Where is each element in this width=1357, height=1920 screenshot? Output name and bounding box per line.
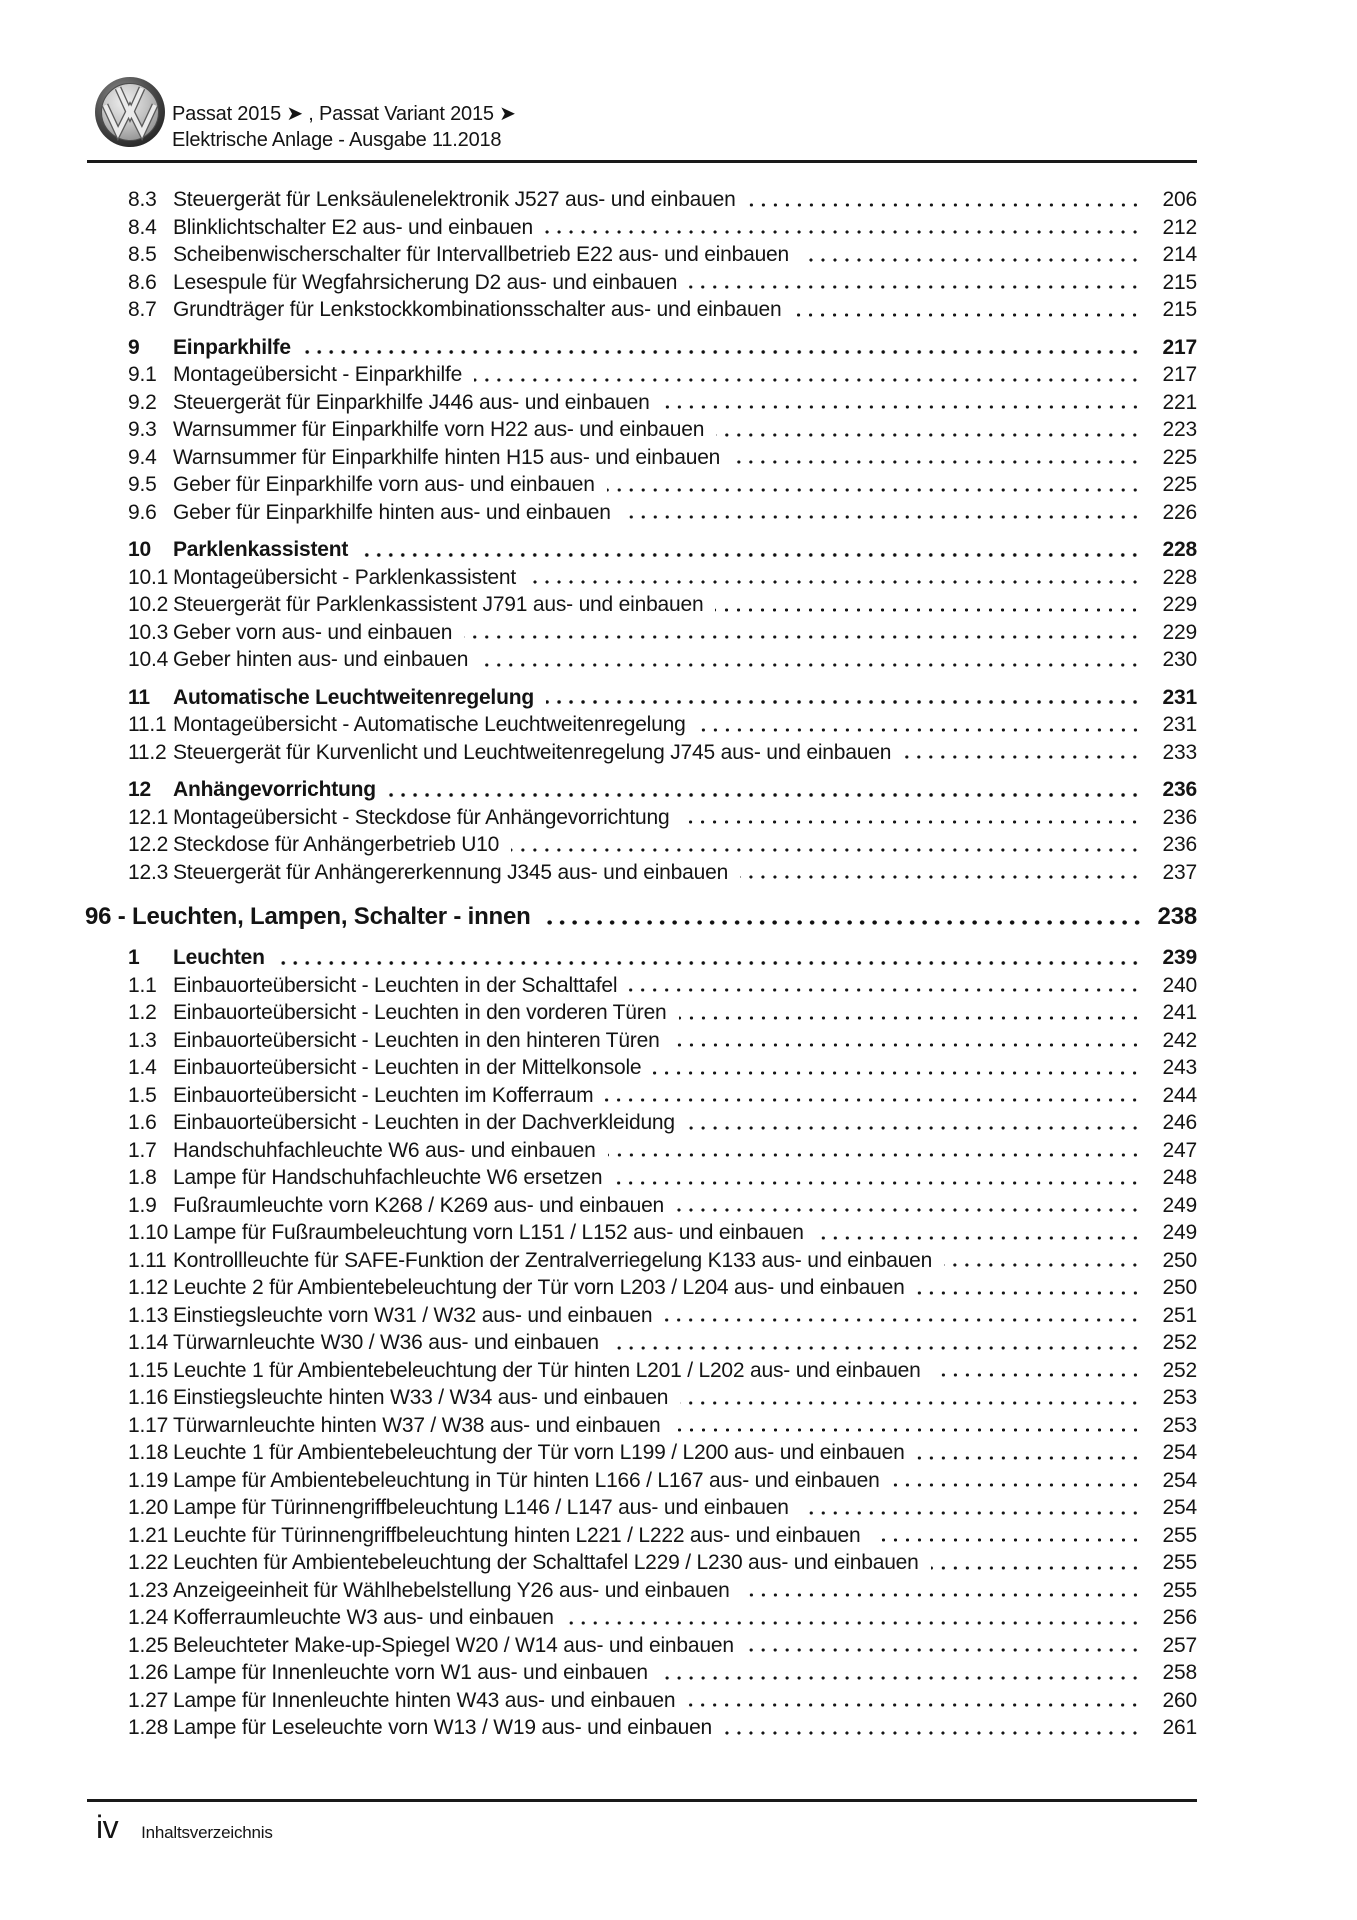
toc-entry-title: Lampe für Fußraumbeleuchtung vorn L151 / L152 aus- und einbauen [173,1221,804,1244]
dot-leader [664,1318,1141,1322]
toc-entry-number: 1.19 [128,1468,169,1492]
toc-entry-page: 228 [1162,538,1197,561]
toc-entry-number: 12.1 [128,805,169,829]
toc-entry-page: 249 [1162,1193,1197,1217]
dot-leader [653,1071,1141,1075]
toc-entry-number: 10.1 [128,565,169,589]
toc-row-9.6 [85,499,1197,527]
toc-entry-title: Geber vorn aus- und einbauen [173,620,453,644]
dot-leader [742,1593,1141,1597]
toc-entry-title: Automatische Leuchtweitenregelung [173,685,534,709]
toc-row-9.1 [85,361,1197,389]
toc-entry-title: Montageübersicht - Einparkhilfe [173,363,463,386]
dot-leader [545,920,1143,925]
toc-row-10.1 [85,564,1197,592]
toc-entry-page: 255 [1162,1551,1197,1574]
toc-entry-number: 1.7 [128,1138,157,1162]
toc-entry-title: Einstiegsleuchte vorn W31 / W32 aus- und einbauen [173,1303,653,1327]
toc-entry-number: 10.3 [128,620,169,644]
toc-entry-title: Lampe für Leseleuchte vorn W13 / W19 aus- und einbauen [173,1716,713,1739]
toc-entry-title: Scheibenwischerschalter für Intervallbetrieb E22 aus- und einbauen [173,243,790,266]
toc-entry-page: 254 [1162,1496,1197,1519]
dot-leader [464,635,1141,639]
dot-leader [903,755,1141,759]
footer-page-number: iv [96,1809,119,1845]
toc-row-1 [85,944,1197,972]
toc-entry-page: 231 [1162,713,1197,736]
toc-entry-number: 8.6 [128,270,157,294]
toc-entry-title: Lampe für Handschuhfachleuchte W6 ersetzen [173,1166,603,1189]
toc-entry-page: 229 [1162,620,1197,644]
dot-leader [607,488,1141,492]
toc-entry-number: 10.2 [128,593,169,616]
toc-row-1.20 [85,1494,1197,1522]
toc-row-1.15 [85,1357,1197,1385]
toc-row-9.3 [85,416,1197,444]
toc-entry-number: 1.14 [128,1331,169,1354]
dot-leader [801,1511,1141,1515]
header-rule [87,160,1197,163]
toc-entry-number: 1.24 [128,1606,169,1629]
toc-entry-page: 221 [1162,390,1197,414]
dot-leader [873,1538,1141,1542]
toc-entry-page: 252 [1162,1331,1197,1354]
toc-row-1.18 [85,1439,1197,1467]
toc-row-1.24 [85,1604,1197,1632]
dot-leader [566,1621,1141,1625]
dot-leader [662,405,1141,409]
dot-leader [676,1208,1141,1212]
dot-leader [715,608,1141,612]
toc-entry-page: 223 [1162,418,1197,441]
toc-row-12.2 [85,831,1197,859]
toc-entry-title: Geber hinten aus- und einbauen [173,648,469,671]
toc-entry-title: Montageübersicht - Steckdose für Anhängevorrichtung [173,805,670,829]
toc-entry-title: Steckdose für Anhängerbetrieb U10 [173,833,500,856]
toc-entry-number: 12.3 [128,860,169,884]
toc-entry-title: Handschuhfachleuchte W6 aus- und einbauen [173,1138,596,1162]
toc-row-10.4 [85,646,1197,674]
toc-row-8.6 [85,269,1197,297]
toc-row-9.4 [85,444,1197,472]
toc-entry-page: 236 [1162,805,1197,829]
toc-entry-title: Lesespule für Wegfahrsicherung D2 aus- und einbauen [173,270,678,294]
toc-entry-page: 256 [1162,1606,1197,1629]
toc-row-1.8 [85,1164,1197,1192]
toc-row-1.10 [85,1219,1197,1247]
dot-leader [605,1098,1141,1102]
toc-entry-title: Lampe für Ambientebeleuchtung in Tür hinten L166 / L167 aus- und einbauen [173,1468,880,1492]
toc-entry-number: 11.1 [128,713,167,736]
toc-entry-page: 215 [1162,298,1197,321]
toc-entry-page: 255 [1162,1523,1197,1547]
toc-row-1.3 [85,1027,1197,1055]
toc-entry-number: 1 [128,946,140,969]
toc-entry-page: 236 [1162,778,1197,801]
toc-row-1.28 [85,1714,1197,1742]
toc-entry-title: Einbauorteübersicht - Leuchten in der Dachverkleidung [173,1111,675,1134]
toc-entry-title: Leuchte 1 für Ambientebeleuchtung der Tür hinten L201 / L202 aus- und einbauen [173,1358,921,1382]
toc-entry-page: 233 [1162,740,1197,764]
toc-entry-title: Kofferraumleuchte W3 aus- und einbauen [173,1606,554,1629]
dot-leader [546,700,1141,704]
toc-entry-number: 1.15 [128,1358,169,1382]
toc-row-8.3 [85,186,1197,214]
toc-entry-number: 1.21 [128,1523,169,1547]
toc-entry-page: 212 [1162,215,1197,239]
toc-entry-page: 225 [1162,473,1197,496]
toc-entry-number: 1.28 [128,1716,169,1739]
toc-entry-page: 244 [1162,1083,1197,1107]
toc-entry-title: Grundträger für Lenkstockkombinationsschalter aus- und einbauen [173,298,782,321]
toc-entry-title: Warnsummer für Einparkhilfe vorn H22 aus- und einbauen [173,418,705,441]
toc-entry-title: Einparkhilfe [173,335,291,359]
toc-row-1.22 [85,1549,1197,1577]
dot-leader [687,1126,1141,1130]
dot-leader [545,230,1141,234]
toc-row-10 [85,536,1197,564]
dot-leader [917,1291,1141,1295]
header-edition-line: Elektrische Anlage - Ausgabe 11.2018 [172,129,502,151]
dot-leader [672,1043,1141,1047]
toc-entry-number: 1.6 [128,1111,157,1134]
toc-row-1.2 [85,999,1197,1027]
toc-entry-title: Anhängevorrichtung [173,778,376,801]
dot-leader [689,285,1141,289]
toc-entry-number: 1.27 [128,1688,169,1712]
toc-entry-number: 12 [128,778,151,801]
toc-entry-title: Steuergerät für Lenksäulenelektronik J527 aus- und einbauen [173,188,736,211]
dot-leader [629,988,1141,992]
toc-row-8.4 [85,214,1197,242]
toc-row-1.26 [85,1659,1197,1687]
toc-entry-title: Einbauorteübersicht - Leuchten in der Schalttafel [173,973,618,997]
toc-entry-page: 228 [1162,565,1197,589]
toc-entry-number: 1.2 [128,1001,157,1024]
toc-row-1.21 [85,1522,1197,1550]
toc-entry-number: 9.3 [128,418,157,441]
dot-leader [816,1236,1141,1240]
toc-row-12.3 [85,859,1197,887]
toc-entry-number: 1.12 [128,1276,169,1299]
toc-entry-title: Leuchten für Ambientebeleuchtung der Schalttafel L229 / L230 aus- und einbauen [173,1551,919,1574]
toc-entry-page: 238 [1157,903,1197,930]
toc-entry-title: Beleuchteter Make-up-Spiegel W20 / W14 aus- und einbauen [173,1633,734,1657]
dot-leader [933,1373,1141,1377]
dot-leader [944,1263,1141,1267]
toc-entry-number: 1.3 [128,1028,157,1052]
toc-entry-page: 252 [1162,1358,1197,1382]
toc-entry-title: Leuchte für Türinnengriffbeleuchtung hinten L221 / L222 aus- und einbauen [173,1523,861,1547]
toc-entry-page: 253 [1162,1413,1197,1437]
toc-entry-page: 236 [1162,833,1197,856]
toc-entry-number: 1.5 [128,1083,157,1107]
toc-entry-number: 11.2 [128,740,167,764]
toc-entry-number: 10.4 [128,648,169,671]
dot-leader [480,663,1141,667]
dot-leader [917,1456,1141,1460]
toc-entry-number: 1.25 [128,1633,169,1657]
dot-leader [303,350,1141,354]
dot-leader [608,1153,1141,1157]
toc-entry-title: 96 - Leuchten, Lampen, Schalter - innen [85,903,531,930]
toc-entry-number: 8.5 [128,243,157,266]
toc-entry-title: Blinklichtschalter E2 aus- und einbauen [173,215,533,239]
toc-entry-title: Parklenkassistent [173,538,349,561]
toc-entry-page: 217 [1162,363,1197,386]
toc-entry-page: 242 [1162,1028,1197,1052]
toc-entry-page: 239 [1162,946,1197,969]
dot-leader [277,961,1141,965]
toc-entry-title: Steuergerät für Einparkhilfe J446 aus- und einbauen [173,390,650,414]
toc-entry-number: 12.2 [128,833,169,856]
toc-entry-title: Warnsummer für Einparkhilfe hinten H15 aus- und einbauen [173,445,721,469]
toc-row-10.2 [85,591,1197,619]
toc-entry-page: 250 [1162,1276,1197,1299]
toc-entry-page: 215 [1162,270,1197,294]
dot-leader [698,728,1141,732]
toc-row-chapter-96 [85,901,1197,933]
header-model-line: Passat 2015 ➤ , Passat Variant 2015 ➤ [172,103,516,125]
toc-entry-page: 243 [1162,1056,1197,1079]
dot-leader [611,1346,1141,1350]
toc-row-1.25 [85,1632,1197,1660]
toc-row-10.3 [85,619,1197,647]
toc-entry-page: 217 [1162,335,1197,359]
toc-row-1.4 [85,1054,1197,1082]
toc-entry-title: Steuergerät für Kurvenlicht und Leuchtweitenregelung J745 aus- und einbauen [173,740,892,764]
toc-entry-page: 240 [1162,973,1197,997]
dot-leader [680,1401,1141,1405]
toc-entry-page: 246 [1162,1111,1197,1134]
dot-leader [746,1648,1141,1652]
footer-rule [87,1799,1197,1802]
toc-row-12.1 [85,804,1197,832]
toc-row-1.6 [85,1109,1197,1137]
toc-row-1.9 [85,1192,1197,1220]
toc-entry-number: 1.10 [128,1221,169,1244]
toc-row-8.5 [85,241,1197,269]
toc-row-1.14 [85,1329,1197,1357]
toc-entry-number: 1.9 [128,1193,157,1217]
toc-entry-number: 9.1 [128,363,157,386]
toc-row-11 [85,684,1197,712]
toc-entry-page: 257 [1162,1633,1197,1657]
dot-leader [623,515,1141,519]
toc-row-9 [85,334,1197,362]
toc-row-11.1 [85,711,1197,739]
toc-entry-page: 254 [1162,1441,1197,1464]
dot-leader [388,793,1141,797]
toc-entry-number: 1.11 [128,1248,167,1272]
dot-leader [931,1566,1141,1570]
toc-entry-title: Fußraumleuchte vorn K268 / K269 aus- und einbauen [173,1193,665,1217]
toc-row-1.16 [85,1384,1197,1412]
toc-entry-page: 225 [1162,445,1197,469]
toc-entry-page: 258 [1162,1661,1197,1684]
vw-logo-icon [94,74,166,150]
toc-entry-title: Einbauorteübersicht - Leuchten in der Mittelkonsole [173,1056,642,1079]
dot-leader [793,313,1141,317]
toc-row-1.27 [85,1687,1197,1715]
toc-entry-number: 8.3 [128,188,157,211]
toc-entry-title: Lampe für Türinnengriffbeleuchtung L146 / L147 aus- und einbauen [173,1496,789,1519]
toc-entry-page: 206 [1162,188,1197,211]
dot-leader [528,580,1141,584]
toc-entry-number: 1.17 [128,1413,169,1437]
toc-row-1.11 [85,1247,1197,1275]
toc-entry-number: 9.6 [128,500,157,524]
toc-entry-number: 9 [128,335,140,359]
toc-entry-page: 250 [1162,1248,1197,1272]
toc-entry-number: 1.8 [128,1166,157,1189]
toc-entry-title: Montageübersicht - Parklenkassistent [173,565,516,589]
toc-row-12 [85,776,1197,804]
toc-entry-number: 9.5 [128,473,157,496]
toc-entry-number: 1.26 [128,1661,169,1684]
toc-entry-number: 10 [128,538,151,561]
toc-entry-number: 1.4 [128,1056,157,1079]
toc-row-1.5 [85,1082,1197,1110]
toc-entry-page: 226 [1162,500,1197,524]
toc-entry-page: 255 [1162,1578,1197,1602]
toc-entry-title: Geber für Einparkhilfe vorn aus- und einbauen [173,473,595,496]
toc-entry-page: 260 [1162,1688,1197,1712]
toc-entry-page: 230 [1162,648,1197,671]
toc-entry-page: 254 [1162,1468,1197,1492]
dot-leader [724,1731,1141,1735]
toc-row-11.2 [85,739,1197,767]
toc-entry-title: Einbauorteübersicht - Leuchten in den hinteren Türen [173,1028,660,1052]
toc-entry-number: 1.16 [128,1386,169,1409]
dot-leader [740,875,1141,879]
toc-entry-title: Leuchten [173,946,265,969]
dot-leader [681,820,1141,824]
toc-entry-number: 1.23 [128,1578,169,1602]
toc-entry-title: Montageübersicht - Automatische Leuchtweitenregelung [173,713,686,736]
toc-row-9.5 [85,471,1197,499]
toc-row-1.7 [85,1137,1197,1165]
footer-section-label: Inhaltsverzeichnis [141,1823,273,1842]
toc-entry-number: 1.13 [128,1303,169,1327]
dot-leader [673,1428,1142,1432]
toc-entry-number: 9.2 [128,390,157,414]
toc-entry-title: Geber für Einparkhilfe hinten aus- und einbauen [173,500,611,524]
toc-entry-number: 1.1 [128,973,157,997]
toc-entry-title: Lampe für Innenleuchte vorn W1 aus- und einbauen [173,1661,648,1684]
toc-entry-title: Steuergerät für Anhängererkennung J345 aus- und einbauen [173,860,729,884]
toc-entry-title: Türwarnleuchte hinten W37 / W38 aus- und einbauen [173,1413,661,1437]
dot-leader [801,258,1141,262]
toc-entry-title: Kontrollleuchte für SAFE-Funktion der Zentralverriegelung K133 aus- und einbauen [173,1248,933,1272]
dot-leader [679,1016,1141,1020]
dot-leader [511,848,1141,852]
toc-entry-page: 229 [1162,593,1197,616]
dot-leader [732,460,1141,464]
toc-entry-title: Lampe für Innenleuchte hinten W43 aus- und einbauen [173,1688,676,1712]
toc-entry-page: 247 [1162,1138,1197,1162]
toc-entry-number: 1.20 [128,1496,169,1519]
toc-row-1.13 [85,1302,1197,1330]
toc-row-1.19 [85,1467,1197,1495]
toc-entry-page: 237 [1162,860,1197,884]
toc-entry-number: 8.7 [128,298,157,321]
toc-entry-title: Einstiegsleuchte hinten W33 / W34 aus- und einbauen [173,1386,669,1409]
toc-row-1.1 [85,972,1197,1000]
dot-leader [660,1676,1141,1680]
toc-entry-number: 9.4 [128,445,157,469]
toc-entry-page: 261 [1162,1716,1197,1739]
toc-entry-number: 8.4 [128,215,157,239]
dot-leader [748,203,1141,207]
table-of-contents [85,186,1197,1742]
toc-entry-title: Einbauorteübersicht - Leuchten in den vorderen Türen [173,1001,667,1024]
toc-entry-title: Türwarnleuchte W30 / W36 aus- und einbauen [173,1331,599,1354]
toc-entry-title: Einbauorteübersicht - Leuchten im Kofferraum [173,1083,594,1107]
toc-row-1.23 [85,1577,1197,1605]
toc-entry-title: Leuchte 1 für Ambientebeleuchtung der Tür vorn L199 / L200 aus- und einbauen [173,1441,905,1464]
dot-leader [892,1483,1141,1487]
toc-entry-page: 251 [1162,1303,1197,1327]
toc-entry-number: 1.18 [128,1441,169,1464]
toc-row-8.7 [85,296,1197,324]
dot-leader [716,433,1141,437]
toc-entry-number: 11 [128,685,150,709]
dot-leader [474,378,1141,382]
toc-entry-page: 253 [1162,1386,1197,1409]
toc-entry-title: Anzeigeeinheit für Wählhebelstellung Y26 aus- und einbauen [173,1578,730,1602]
toc-entry-page: 241 [1162,1001,1197,1024]
dot-leader [614,1181,1141,1185]
toc-entry-number: 1.22 [128,1551,169,1574]
dot-leader [687,1703,1141,1707]
toc-row-1.12 [85,1274,1197,1302]
toc-entry-page: 214 [1162,243,1197,266]
dot-leader [360,553,1141,557]
toc-entry-title: Steuergerät für Parklenkassistent J791 aus- und einbauen [173,593,704,616]
toc-row-1.17 [85,1412,1197,1440]
toc-entry-page: 248 [1162,1166,1197,1189]
toc-entry-page: 249 [1162,1221,1197,1244]
toc-entry-page: 231 [1162,685,1197,709]
toc-entry-title: Leuchte 2 für Ambientebeleuchtung der Tür vorn L203 / L204 aus- und einbauen [173,1276,905,1299]
toc-row-9.2 [85,389,1197,417]
